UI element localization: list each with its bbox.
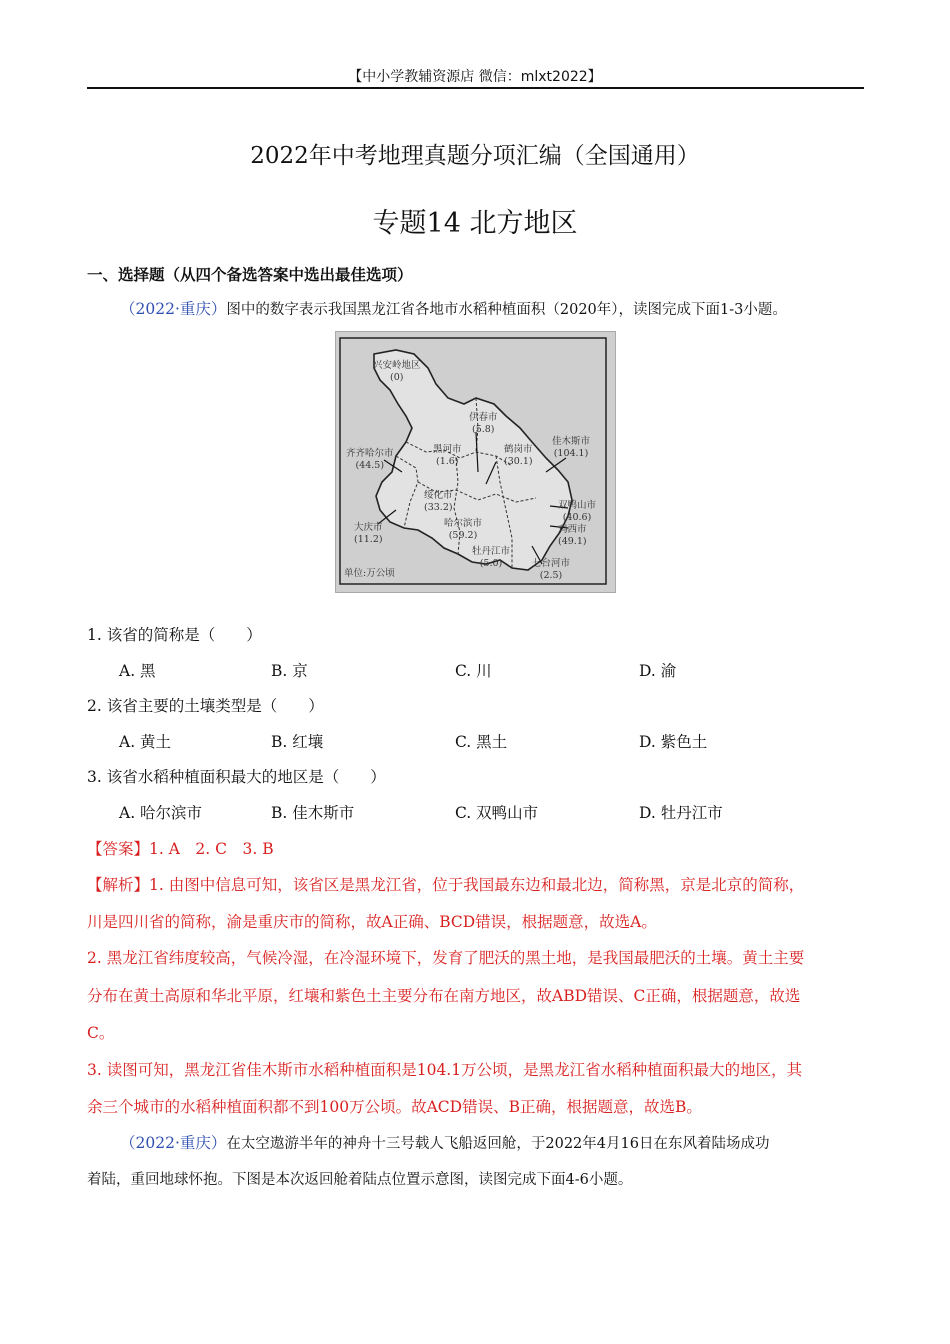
question-1-stem: 1. 该省的简称是（ ）	[87, 626, 262, 644]
analysis-line-2: 川是四川省的简称，渝是重庆市的简称，故A正确、BCD错误，根据题意，故选A。	[87, 913, 657, 931]
document-title: 2022年中考地理真题分项汇编（全国通用）	[250, 143, 700, 169]
answer-text: 1. A 2. C 3. B	[149, 840, 274, 858]
map-label-yichun: 伊春市 (5.8)	[469, 412, 498, 435]
analysis-label: 【解析】	[87, 876, 150, 894]
section-heading: 一、选择题（从四个备选答案中选出最佳选项）	[87, 266, 413, 284]
question-2-stem: 2. 该省主要的土壤类型是（ ）	[87, 697, 324, 715]
analysis-line-7: 余三个城市的水稻种植面积都不到100万公顷。故ACD错误、B正确，根据题意，故选B。	[87, 1098, 702, 1116]
map-label-harbin: 哈尔滨市 (59.2)	[444, 518, 483, 541]
source-tag-2: （2022·重庆）	[120, 1134, 227, 1152]
answer-line	[87, 837, 274, 859]
map-label-qiqihar: 齐齐哈尔市 (44.5)	[346, 448, 394, 471]
q1-option-d: D. 渝	[639, 662, 677, 680]
intro-paragraph-1	[120, 297, 787, 319]
map-label-xinganling: 兴安岭地区 (0)	[373, 360, 421, 383]
map-label-suihua: 绥化市 (33.2)	[424, 490, 453, 513]
heilongjiang-map-figure	[335, 331, 616, 593]
map-label-hegang: 鹤岗市 (30.1)	[504, 444, 533, 467]
map-unit-label: 单位:万公顷	[344, 568, 395, 579]
answer-label: 【答案】	[87, 840, 150, 858]
intro-paragraph-2	[120, 1131, 769, 1153]
intro2-text-line1: 在太空遨游半年的神舟十三号载人飞船返回舱，于2022年4月16日在东风着陆场成功	[226, 1136, 770, 1152]
q2-option-b: B. 红壤	[271, 733, 324, 751]
map-label-heihe: 黑河市 (1.6)	[433, 444, 462, 467]
topic-title: 专题14 北方地区	[372, 208, 578, 239]
question-3-stem: 3. 该省水稻种植面积最大的地区是（ ）	[87, 768, 386, 786]
analysis-line-3: 2. 黑龙江省纬度较高，气候冷湿，在冷湿环境下，发育了肥沃的黑土地，是我国最肥沃的土壤。黄土主要	[87, 949, 805, 967]
source-tag: （2022·重庆）	[120, 300, 227, 318]
q3-option-c: C. 双鸭山市	[455, 804, 539, 822]
intro2-text-line2: 着陆，重回地球怀抱。下图是本次返回舱着陆点位置示意图，读图完成下面4-6小题。	[87, 1172, 633, 1188]
q1-option-c: C. 川	[455, 662, 492, 680]
q3-option-b: B. 佳木斯市	[271, 804, 355, 822]
analysis-line-5: C。	[87, 1024, 115, 1042]
q2-option-a: A. 黄土	[119, 733, 172, 751]
map-label-jixi: 鸡西市 (49.1)	[558, 524, 587, 547]
analysis-line-1: 【解析】1. 由图中信息可知，该省区是黑龙江省，位于我国最东边和最北边，简称黑，京是北京的简称，	[87, 876, 805, 894]
header-divider	[87, 87, 864, 89]
map-label-shuangyashan: 双鸭山市 (40.6)	[558, 500, 597, 523]
analysis-line-6: 3. 读图可知，黑龙江省佳木斯市水稻种植面积是104.1万公顷，是黑龙江省水稻种植面积最大的地区，其	[87, 1061, 803, 1079]
map-label-jiamusi: 佳木斯市 (104.1)	[552, 436, 591, 459]
q3-option-a: A. 哈尔滨市	[119, 804, 203, 822]
q2-option-c: C. 黑土	[455, 733, 508, 751]
map-label-qitaihe: 七台河市 (2.5)	[532, 558, 571, 581]
map-label-mudanjiang: 牡丹江市 (5.0)	[472, 546, 511, 569]
page-header: 【中小学教辅资源店 微信：mlxt2022】	[348, 69, 602, 85]
map-label-daqing: 大庆市 (11.2)	[354, 522, 383, 545]
analysis-line-4: 分布在黄土高原和华北平原，红壤和紫色土主要分布在南方地区，故ABD错误、C正确，根据题意，故选	[87, 987, 801, 1005]
q2-option-d: D. 紫色土	[639, 733, 708, 751]
q1-option-a: A. 黑	[119, 662, 156, 680]
q3-option-d: D. 牡丹江市	[639, 804, 723, 822]
q1-option-b: B. 京	[271, 662, 308, 680]
intro-text: 图中的数字表示我国黑龙江省各地市水稻种植面积（2020年），读图完成下面1-3小题。	[226, 302, 787, 318]
